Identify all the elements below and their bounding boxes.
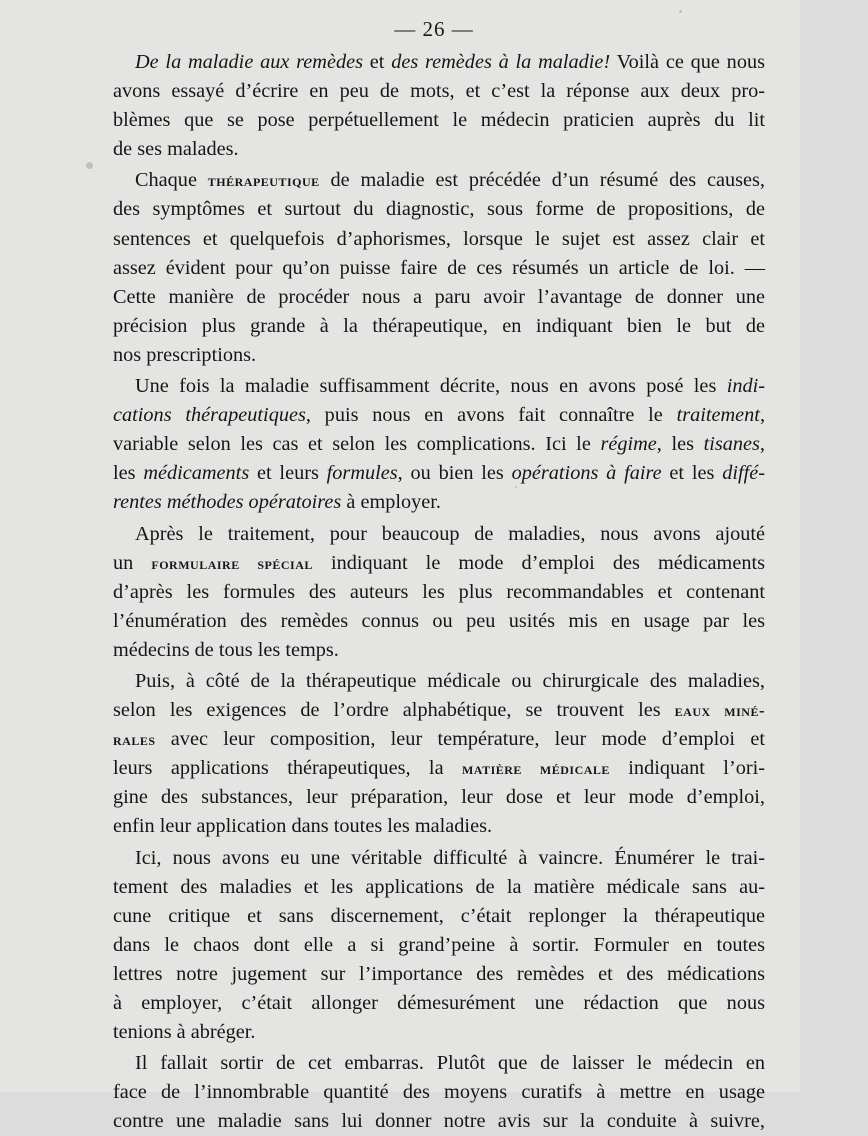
text-run: l’énumération des remèdes connus ou peu usités mis en usage par les — [113, 609, 765, 632]
text-line — [113, 989, 765, 1018]
text-run: un — [113, 551, 152, 574]
text-run: les — [113, 462, 144, 485]
text-run: variable selon les cas et selon les complications. Ici le — [113, 433, 601, 456]
text-run: sentences et quelquefois d’aphorismes, lorsque le sujet est assez clair et — [113, 227, 765, 250]
paragraph-p2 — [113, 166, 765, 370]
text-run: Il fallait sortir de cet embarras. Plutôt que de laisser le médecin en — [135, 1052, 765, 1075]
paper-speck — [86, 162, 93, 169]
text-line — [113, 1018, 765, 1047]
text-run: avons essayé d’écrire en peu de mots, et c’est la réponse aux deux pro- — [113, 80, 765, 103]
text-line — [113, 902, 765, 931]
text-run: et — [363, 51, 392, 73]
italic-text: des remèdes à la maladie! — [391, 51, 611, 73]
text-run: précision plus grande à la thérapeutique, en indiquant bien le but de — [113, 314, 765, 337]
text-line — [113, 812, 765, 841]
text-line — [113, 372, 765, 401]
text-run: , ou bien les — [397, 462, 512, 485]
italic-text: diffé- — [722, 462, 765, 485]
text-run: Une fois la maladie suffisamment décrite, nous en avons posé les — [135, 375, 727, 398]
text-line — [113, 106, 765, 135]
text-run: médecins de tous les temps. — [113, 638, 339, 661]
text-line — [113, 1107, 765, 1136]
text-line — [113, 520, 765, 549]
text-run: tenions à abréger. — [113, 1021, 256, 1044]
text-run: de maladie est précédée d’un résumé des causes, — [319, 169, 766, 192]
italic-text: tisanes — [703, 433, 760, 456]
text-run: d’après les formules des auteurs les plus recommandables et contenant — [113, 580, 765, 603]
text-line — [113, 636, 765, 665]
italic-text: médicaments — [143, 462, 250, 485]
text-run: , — [759, 404, 766, 427]
text-line — [113, 1049, 765, 1078]
text-run: assez évident pour qu’on puisse faire de ces résumés un article de loi. — — [113, 256, 765, 279]
text-line — [113, 488, 765, 517]
text-line — [113, 578, 765, 607]
text-line — [113, 459, 765, 488]
text-run: Chaque — [135, 169, 208, 192]
paper-speck — [679, 10, 682, 13]
text-run: à employer, c’était allonger démesurément une rédaction que nous — [113, 992, 765, 1014]
text-run: gine des substances, leur préparation, leur dose et leur mode d’emploi, — [113, 786, 765, 809]
text-line — [113, 430, 765, 459]
small-caps-term: thérapeutique — [207, 171, 320, 191]
text-run: blèmes que se pose perpétuellement le médecin praticien auprès du lit — [113, 109, 765, 132]
text-run: tement des maladies et les applications de la matière médicale sans au- — [113, 875, 765, 898]
text-run: et les — [661, 462, 723, 485]
body-text — [113, 48, 765, 1136]
page-number: — 26 — — [394, 17, 474, 41]
text-line — [113, 725, 765, 754]
text-line — [113, 195, 765, 224]
small-caps-term: rales — [113, 730, 156, 750]
text-run: Après le traitement, pour beaucoup de maladies, nous avons ajouté — [135, 522, 765, 545]
text-run: contre une maladie sans lui donner notre avis sur la conduite à suivre, — [113, 1110, 765, 1133]
text-run: dans le chaos dont elle a si grand’peine à sortir. Formuler en toutes — [113, 933, 765, 956]
text-run: selon les exigences de l’ordre alphabétique, se trouvent les — [113, 699, 675, 722]
text-line — [113, 783, 765, 812]
text-line — [113, 48, 765, 77]
italic-text: rentes méthodes opératoires — [113, 491, 342, 514]
paper-speck — [515, 486, 517, 488]
text-line — [113, 283, 765, 312]
italic-text: indi- — [726, 375, 765, 398]
text-line — [113, 696, 765, 725]
text-line — [113, 873, 765, 902]
text-run: , — [759, 433, 765, 456]
text-run: cune critique et sans discernement, c’était replonger la thérapeutique — [113, 904, 765, 927]
text-run: indiquant l’ori- — [609, 757, 765, 780]
text-run: Ici, nous avons eu une véritable difficulté à vaincre. Énumérer le trai- — [135, 846, 765, 869]
text-line — [113, 754, 765, 783]
text-line — [113, 931, 765, 960]
text-run: avec leur composition, leur température, leur mode d’emploi et — [155, 728, 765, 751]
paragraph-p6 — [113, 844, 765, 1048]
text-line — [113, 667, 765, 696]
text-run: et leurs — [249, 462, 327, 485]
text-line — [113, 341, 765, 370]
text-run: face de l’innombrable quantité des moyens curatifs à mettre en usage — [113, 1081, 765, 1104]
text-line — [113, 77, 765, 106]
text-line — [113, 225, 765, 254]
paragraph-p7 — [113, 1049, 765, 1136]
text-run: de ses malades. — [113, 138, 239, 161]
text-line — [113, 607, 765, 636]
text-run: des symptômes et surtout du diagnostic, sous forme de propositions, de — [113, 198, 765, 221]
italic-text: régime — [600, 433, 657, 456]
paragraph-p5 — [113, 667, 765, 842]
text-run: , les — [656, 433, 704, 456]
italic-text: opérations à faire — [511, 462, 662, 485]
text-run: à employer. — [341, 491, 441, 514]
small-caps-term: matière médicale — [461, 759, 610, 779]
text-line — [113, 166, 765, 195]
paragraph-p1 — [113, 48, 765, 164]
text-line — [113, 312, 765, 341]
text-run: enfin leur application dans toutes les maladies. — [113, 815, 493, 838]
text-run: Voilà ce que nous — [610, 51, 766, 73]
small-caps-term: eaux miné- — [674, 701, 765, 721]
italic-text: cations thérapeutiques — [113, 404, 306, 427]
text-line — [113, 844, 765, 873]
paragraph-p3 — [113, 372, 765, 517]
text-line — [113, 254, 765, 283]
italic-text: formules — [326, 462, 398, 485]
text-run: leurs applications thérapeutiques, la — [113, 757, 462, 780]
text-run: Puis, à côté de la thérapeutique médicale ou chirurgicale des maladies, — [135, 669, 765, 692]
text-run: nos prescriptions. — [113, 343, 257, 366]
text-run: Cette manière de procéder nous a paru avoir l’avantage de donner une — [113, 285, 765, 308]
text-line — [113, 549, 765, 578]
text-line — [113, 135, 765, 164]
text-line — [113, 401, 765, 430]
text-line — [113, 1078, 765, 1107]
italic-text: traitement — [676, 404, 760, 427]
small-caps-term: formulaire spécial — [151, 553, 313, 573]
text-line — [113, 960, 765, 989]
text-run: lettres notre jugement sur l’importance des remèdes et des médications — [113, 962, 765, 985]
paragraph-p4 — [113, 520, 765, 665]
text-run: , puis nous en avons fait connaître le — [305, 404, 677, 427]
italic-text: De la maladie aux remèdes — [135, 51, 363, 73]
text-run: indiquant le mode d’emploi des médicaments — [312, 551, 765, 574]
